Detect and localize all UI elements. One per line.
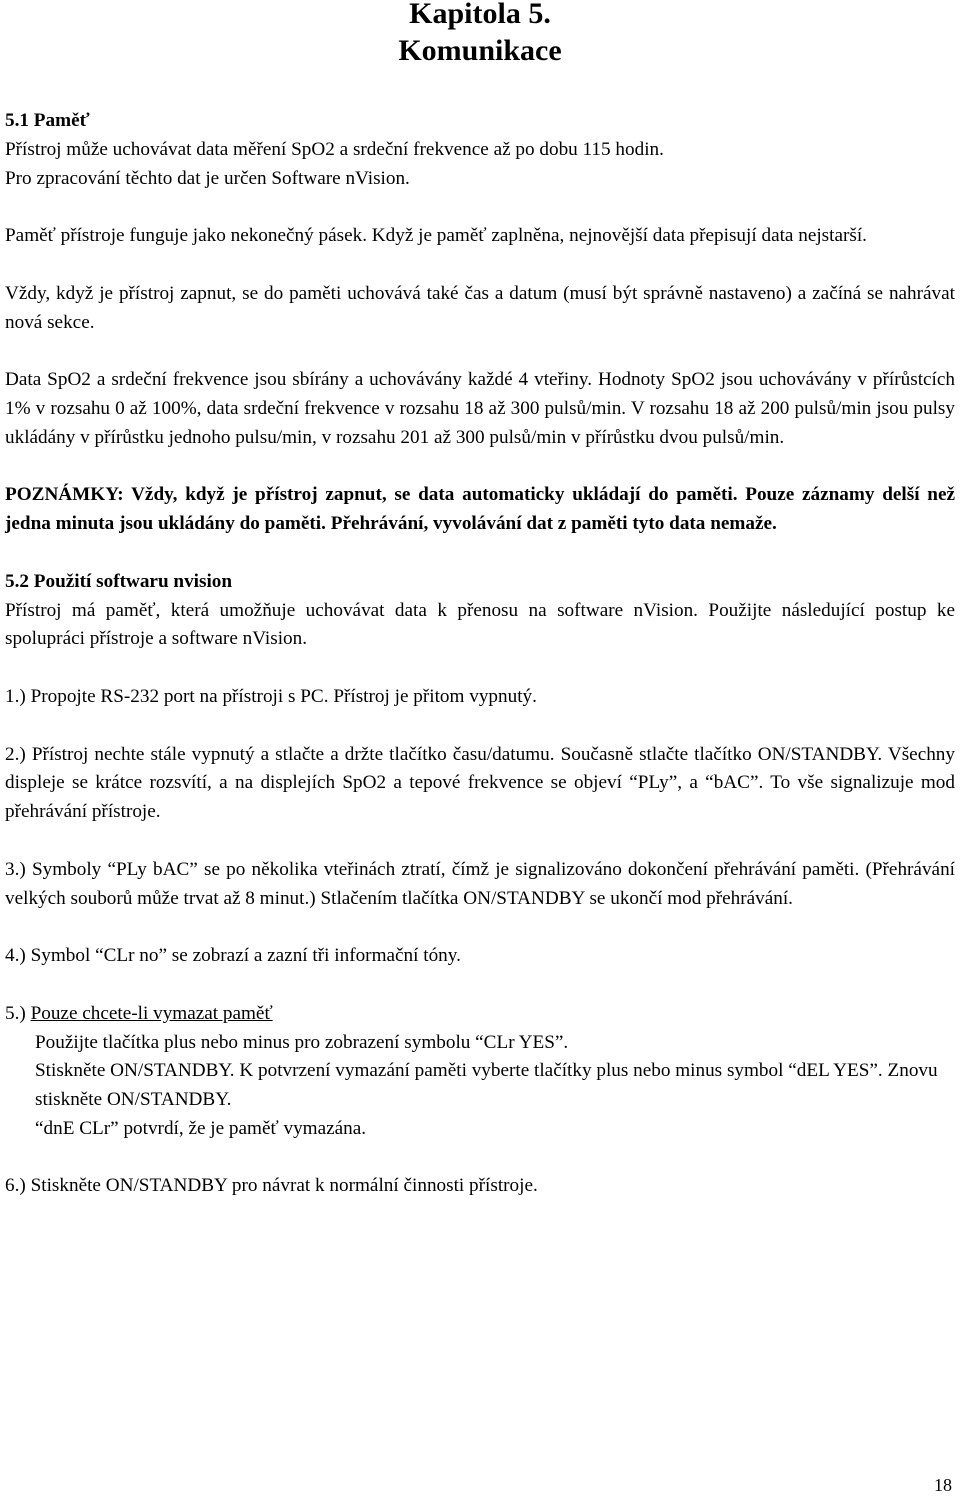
step-2: 2.) Přístroj nechte stále vypnutý a stlačte a držte tlačítko času/datumu. Současně stlačte tlačítko ON/STANDBY. Všechny displeje se krátce rozsvítí, a na displejích SpO2 a tepové frekvence se objeví “PLy”, a “bAC”. To vše signalizuje mod přehrávání přístroje. (5, 743, 955, 823)
paragraph-memory-line1: Přístroj může uchovávat data měření SpO2 a srdeční frekvence až po dobu 115 hodin. (5, 138, 664, 160)
paragraph-time-date: Vždy, když je přístroj zapnut, se do paměti uchovává také čas a datum (musí být správně nastaveno) a začíná se nahrávat nová sekce. (5, 282, 955, 333)
paragraph-endless-tape: Paměť přístroje funguje jako nekonečný pásek. Když je paměť zaplněna, nejnovější data přepisují data nejstarší. (5, 225, 867, 247)
paragraph-data-storage: Data SpO2 a srdeční frekvence jsou sbírány a uchovávány každé 4 vteřiny. Hodnoty SpO2 jsou uchovávány v přírůstcích 1% v rozsahu 0 až 100%, data srdeční frekvence v rozsahu 18 až 300 pulsů/min. V rozsahu 18 až 200 pulsů/min jsou pulsy ukládány v přírůstku jednoho pulsu/min, v rozsahu 201 až 300 pulsů/min v přírůstku dvou pulsů/min. (5, 369, 955, 448)
section-heading-5-1: 5.1 Paměť (5, 110, 90, 131)
page-number: 18 (934, 1475, 952, 1495)
step-5 (5, 1000, 955, 1029)
document-body (5, 107, 955, 1201)
step-5-title: Pouze chcete-li vymazat paměť (30, 1002, 273, 1024)
paragraph-memory-line2: Pro zpracování těchto dat je určen Software nVision. (5, 167, 410, 189)
step-3: 3.) Symboly “PLy bAC” se po několika vteřinách ztratí, čímž je signalizováno dokončení přehrávání paměti. (Přehrávání velkých souborů může trvat až 8 minut.) Stlačením tlačítka ON/STANDBY se ukončí mod přehrávání. (5, 858, 955, 909)
step-6: 6.) Stiskněte ON/STANDBY pro návrat k normální činnosti přístroje. (5, 1175, 538, 1197)
step-5-line-b: Stiskněte ON/STANDBY. K potvrzení vymazání paměti vyberte tlačítky plus nebo minus symbol “dEL YES”. Znovu stiskněte ON/STANDBY. (35, 1060, 938, 1111)
note-paragraph: POZNÁMKY: Vždy, když je přístroj zapnut, se data automaticky ukládají do paměti. Pouze záznamy delší než jedna minuta jsou ukládány do paměti. Přehrávání, vyvolávání dat z paměti tyto data nemaže. (5, 484, 955, 535)
step-5-line-a: Použijte tlačítka plus nebo minus pro zobrazení symbolu “CLr YES”. (35, 1031, 569, 1053)
section-heading-5-2: 5.2 Použití softwaru nvision (5, 570, 233, 592)
step-1: 1.) Propojte RS-232 port na přístroji s PC. Přístroj je přitom vypnutý. (5, 685, 537, 707)
step-5-number: 5.) (5, 1002, 31, 1024)
step-5-line-c: “dnE CLr” potvrdí, že je paměť vymazána. (35, 1117, 367, 1139)
step-4: 4.) Symbol “CLr no” se zobrazí a zazní tři informační tóny. (5, 945, 461, 967)
chapter-subtitle: Komunikace (398, 34, 562, 67)
chapter-title: Kapitola 5. (409, 0, 551, 30)
paragraph-nvision-intro: Přístroj má paměť, která umožňuje uchovávat data k přenosu na software nVision. Použijte následující postup ke spolupráci přístroje a software nVision. (5, 599, 955, 650)
